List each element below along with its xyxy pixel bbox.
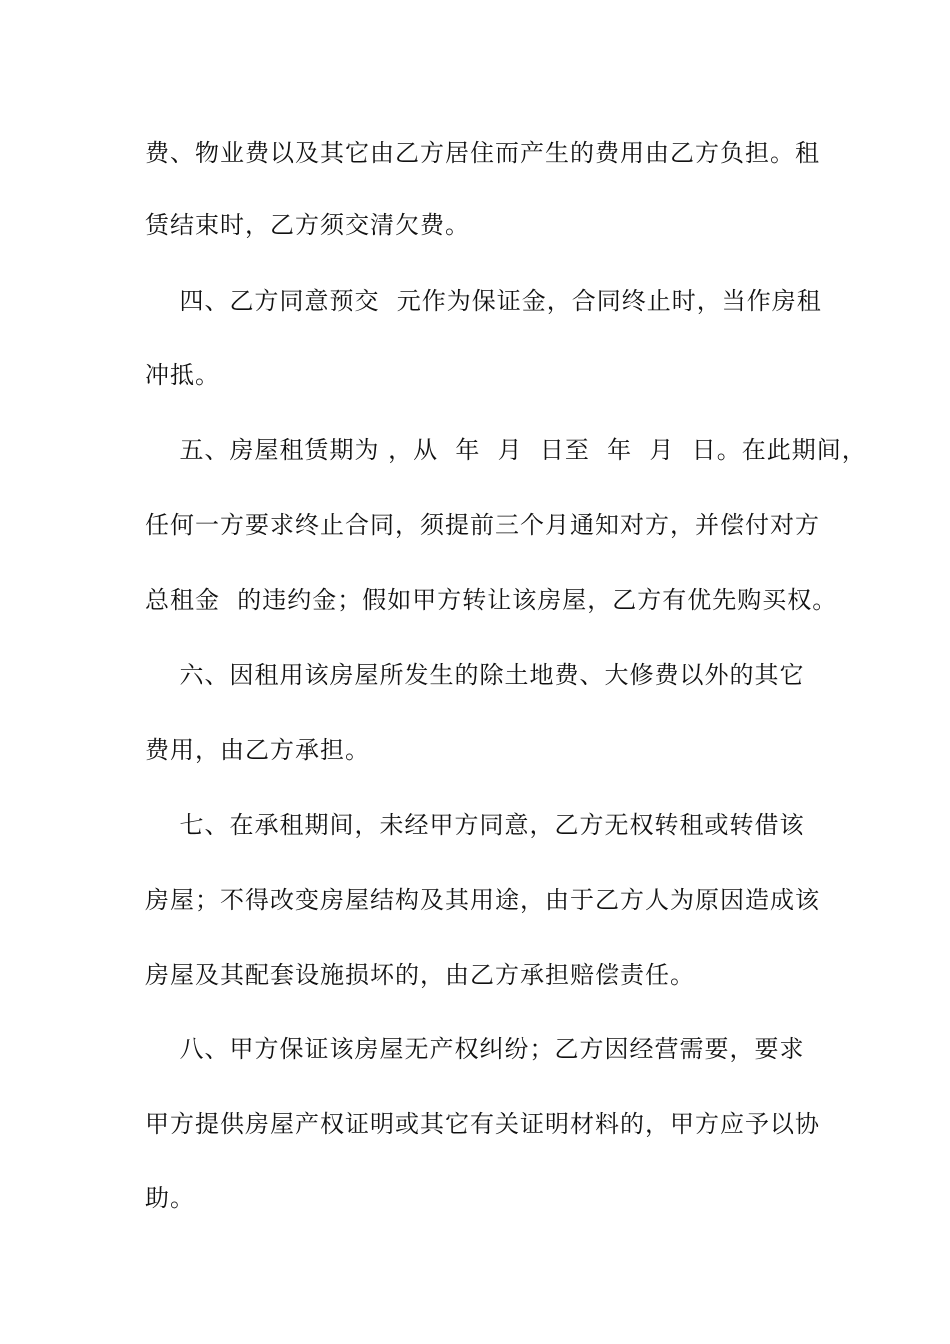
text-line: 四、乙方同意预交 元作为保证金，合同终止时，当作房租 — [145, 287, 822, 315]
text-line: 冲抵。 — [145, 361, 220, 389]
text-line: 费用，由乙方承担。 — [145, 736, 370, 764]
text-line: 六、因租用该房屋所发生的除土地费、大修费以外的其它 — [145, 661, 805, 689]
text-line: 七、在承租期间，未经甲方同意，乙方无权转租或转借该 — [145, 811, 805, 839]
text-line: 任何一方要求终止合同，须提前三个月通知对方，并偿付对方 — [145, 511, 820, 539]
text-line: 总租金 的违约金；假如甲方转让该房屋，乙方有优先购买权。 — [145, 586, 838, 614]
text-line: 助。 — [145, 1184, 195, 1212]
text-line: 房屋；不得改变房屋结构及其用途，由于乙方人为原因造成该 — [145, 886, 820, 914]
text-line: 八、甲方保证该房屋无产权纠纷；乙方因经营需要，要求 — [145, 1035, 805, 1063]
text-line: 甲方提供房屋产权证明或其它有关证明材料的，甲方应予以协 — [145, 1110, 820, 1138]
text-line: 房屋及其配套设施损坏的，由乙方承担赔偿责任。 — [145, 961, 695, 989]
text-line: 五、房屋租赁期为 ，从 年 月 日至 年 月 日。在此期间， — [145, 436, 867, 464]
text-line: 费、物业费以及其它由乙方居住而产生的费用由乙方负担。租 — [145, 139, 820, 167]
text-line: 赁结束时，乙方须交清欠费。 — [145, 211, 470, 239]
